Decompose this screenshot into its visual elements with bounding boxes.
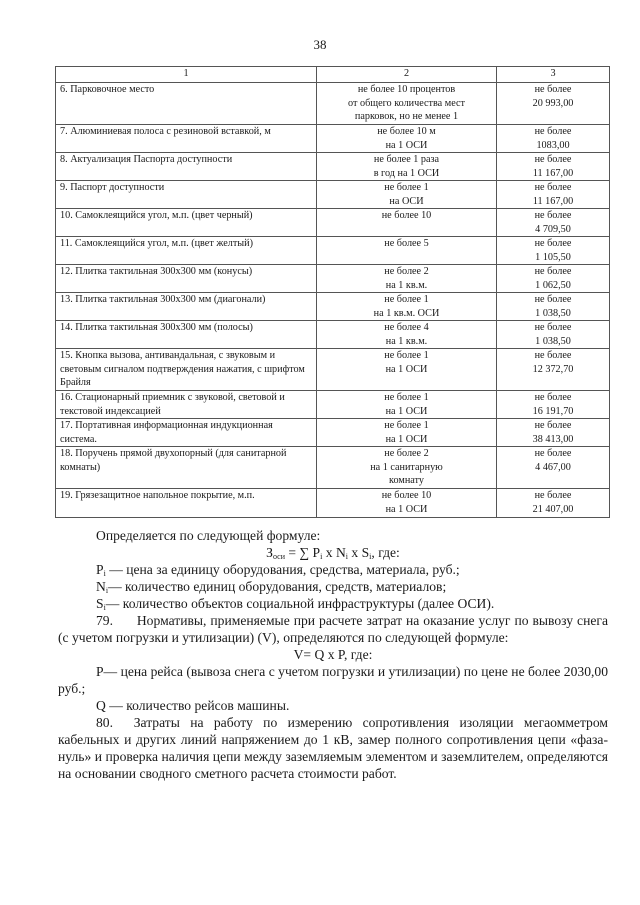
norm-line: на ОСИ bbox=[389, 195, 424, 207]
table-row bbox=[56, 293, 610, 321]
norm-line: на 1 ОСИ bbox=[385, 139, 428, 151]
price-line: не более bbox=[534, 392, 572, 403]
formula-sum: = ∑ P bbox=[285, 545, 321, 560]
price-line: не более bbox=[534, 266, 572, 277]
subscript: i bbox=[103, 603, 106, 612]
norm-line: не более 10 bbox=[381, 210, 432, 221]
table-row bbox=[56, 153, 610, 181]
price-line: не более bbox=[534, 154, 572, 165]
formula-times-s: x S bbox=[348, 545, 370, 560]
norm-line: не более 1 раза bbox=[373, 154, 440, 165]
price-line: не более bbox=[534, 350, 572, 361]
item-name-cell: 18. Поручень прямой двухопорный (для санитарной комнаты) bbox=[56, 447, 317, 489]
paragraph-80: 80. Затраты на работу по измерению сопротивления изоляции мегаомметром кабельных и других линий напряжением до 1 кВ, замер полного сопротивления цепи «фаза-нуль» и проверка наличия цепи между заземляемым элементом и заземлителем, определяются на основании сводного сметного расчета стоимости работ. bbox=[58, 715, 612, 781]
definition-trip-count: Q — количество рейсов машины. bbox=[96, 698, 290, 713]
column-header-3: 3 bbox=[497, 67, 610, 83]
price-cell bbox=[497, 447, 610, 489]
norm-line: не более 2 bbox=[384, 266, 429, 277]
norm-cell bbox=[317, 181, 497, 209]
table-row bbox=[56, 125, 610, 153]
norm-cell bbox=[317, 419, 497, 447]
price-cell bbox=[497, 489, 610, 518]
price-line: 21 407,00 bbox=[532, 503, 574, 515]
price-line: не более bbox=[534, 84, 572, 95]
table-row bbox=[56, 83, 610, 125]
price-cell bbox=[497, 419, 610, 447]
formula-times-n: x N bbox=[322, 545, 346, 560]
formula-snow-removal: V= Q x P, где: bbox=[293, 647, 373, 662]
price-line: 1 038,50 bbox=[535, 335, 571, 347]
definition-price-trip: P— цена рейса (вывоза снега с учетом погрузки и утилизации) по цене не более 2030,00 руб.; bbox=[58, 664, 608, 696]
norm-cell bbox=[317, 489, 497, 518]
formula-intro: Определяется по следующей формуле: bbox=[96, 528, 321, 543]
norm-line: на 1 кв.м. bbox=[385, 279, 428, 291]
table-header-row bbox=[56, 67, 610, 83]
formula-cost-osi bbox=[58, 544, 608, 561]
table-row bbox=[56, 489, 610, 518]
price-line: 1 062,50 bbox=[535, 279, 571, 291]
table-row bbox=[56, 391, 610, 419]
norm-line: не более 1 bbox=[384, 392, 429, 403]
norm-line: комнату bbox=[389, 475, 424, 486]
norm-line: на 1 ОСИ bbox=[385, 405, 428, 417]
norm-line: на 1 ОСИ bbox=[385, 503, 428, 515]
price-line: не более bbox=[534, 420, 572, 431]
price-line: не более bbox=[534, 126, 572, 137]
price-line: не более bbox=[534, 490, 572, 501]
norm-line: не более 10 м bbox=[377, 126, 436, 137]
norm-line: на 1 кв.м. bbox=[385, 335, 428, 347]
norm-line: на 1 санитарную bbox=[370, 461, 443, 473]
price-line: 16 191,70 bbox=[532, 405, 574, 417]
norm-cell bbox=[317, 83, 497, 125]
price-cell bbox=[497, 125, 610, 153]
price-line: 20 993,00 bbox=[532, 97, 574, 109]
norms-table bbox=[55, 66, 610, 518]
norm-line: не более 1 bbox=[384, 294, 429, 305]
definition-text: — количество единиц оборудования, средств, материалов; bbox=[108, 579, 447, 594]
item-name-cell: 6. Парковочное место bbox=[56, 83, 317, 125]
subscript-i: i bbox=[320, 552, 323, 561]
norm-line: от общего количества мест bbox=[348, 97, 465, 109]
norm-line: на 1 кв.м. ОСИ bbox=[373, 307, 440, 319]
price-cell bbox=[497, 349, 610, 391]
price-cell bbox=[497, 153, 610, 181]
table-row bbox=[56, 265, 610, 293]
price-cell bbox=[497, 265, 610, 293]
price-line: 11 167,00 bbox=[532, 167, 574, 179]
price-line: не более bbox=[534, 448, 572, 459]
subscript: i bbox=[105, 586, 109, 595]
price-line: 1083,00 bbox=[536, 139, 570, 151]
subscript: i bbox=[103, 569, 106, 578]
item-name-cell: 17. Портативная информационная индукционная система. bbox=[56, 419, 317, 447]
norm-cell bbox=[317, 125, 497, 153]
norm-line: не более 2 bbox=[384, 448, 429, 459]
norm-line: не более 1 bbox=[384, 350, 429, 361]
subscript-i: i bbox=[345, 552, 349, 561]
price-line: не более bbox=[534, 322, 572, 333]
norm-line: парковок, но не менее 1 bbox=[354, 111, 459, 122]
item-name-cell: 7. Алюминиевая полоса с резиновой вставкой, м bbox=[56, 125, 317, 153]
price-line: не более bbox=[534, 182, 572, 193]
price-line: не более bbox=[534, 294, 572, 305]
norm-line: не более 1 bbox=[384, 420, 429, 431]
norm-cell bbox=[317, 237, 497, 265]
table-row bbox=[56, 209, 610, 237]
symbol: N bbox=[96, 579, 106, 594]
norm-cell bbox=[317, 209, 497, 237]
price-cell bbox=[497, 83, 610, 125]
formula-lhs-subscript: оси bbox=[272, 552, 285, 561]
price-line: 12 372,70 bbox=[532, 363, 574, 375]
item-name-cell: 8. Актуализация Паспорта доступности bbox=[56, 153, 317, 181]
table-row bbox=[56, 447, 610, 489]
norm-line: не более 4 bbox=[384, 322, 429, 333]
table-row bbox=[56, 419, 610, 447]
price-cell bbox=[497, 391, 610, 419]
definition-text: — цена за единицу оборудования, средства, материала, руб.; bbox=[105, 562, 460, 577]
norm-line: не более 10 процентов bbox=[357, 84, 456, 95]
norm-cell bbox=[317, 447, 497, 489]
item-name-cell: 16. Стационарный приемник с звуковой, световой и текстовой индексацией bbox=[56, 391, 317, 419]
formula-suffix: , где: bbox=[371, 545, 400, 560]
norm-cell bbox=[317, 153, 497, 181]
symbol: P bbox=[96, 562, 104, 577]
price-line: 1 105,50 bbox=[535, 251, 571, 263]
price-cell bbox=[497, 321, 610, 349]
norm-cell bbox=[317, 321, 497, 349]
norm-cell bbox=[317, 293, 497, 321]
item-name-cell: 12. Плитка тактильная 300x300 мм (конусы) bbox=[56, 265, 317, 293]
column-header-1: 1 bbox=[56, 67, 317, 83]
price-line: 1 038,50 bbox=[535, 307, 571, 319]
item-name-cell: 9. Паспорт доступности bbox=[56, 181, 317, 209]
price-line: не более bbox=[534, 238, 572, 249]
formula-lhs: З bbox=[266, 545, 273, 560]
table-row bbox=[56, 349, 610, 391]
norm-line: на 1 ОСИ bbox=[385, 433, 428, 445]
column-header-2: 2 bbox=[317, 67, 497, 83]
norm-cell bbox=[317, 391, 497, 419]
price-line: 38 413,00 bbox=[532, 433, 574, 445]
definition-p bbox=[58, 561, 608, 578]
price-cell bbox=[497, 293, 610, 321]
norm-cell bbox=[317, 265, 497, 293]
norm-cell bbox=[317, 349, 497, 391]
norm-line: не более 5 bbox=[384, 238, 429, 249]
price-line: 11 167,00 bbox=[532, 195, 574, 207]
item-name-cell: 11. Самоклеящийся угол, м.п. (цвет желтый) bbox=[56, 237, 317, 265]
page-number: 38 bbox=[313, 37, 327, 52]
definition-n bbox=[58, 578, 608, 595]
table-row bbox=[56, 237, 610, 265]
price-cell bbox=[497, 209, 610, 237]
item-name-cell: 10. Самоклеящийся угол, м.п. (цвет черный) bbox=[56, 209, 317, 237]
table-row bbox=[56, 321, 610, 349]
price-cell bbox=[497, 181, 610, 209]
definition-text: — количество объектов социальной инфраструктуры (далее ОСИ). bbox=[105, 596, 495, 611]
norm-line: не более 1 bbox=[384, 182, 429, 193]
definition-s bbox=[58, 595, 608, 612]
item-name-cell: 13. Плитка тактильная 300x300 мм (диагонали) bbox=[56, 293, 317, 321]
table-body bbox=[56, 83, 610, 518]
price-line: не более bbox=[534, 210, 572, 221]
symbol: S bbox=[96, 596, 104, 611]
table-row bbox=[56, 181, 610, 209]
paragraph-79: 79. Нормативы, применяемые при расчете затрат на оказание услуг по вывозу снега (с учетом погрузки и утилизации) (V), определяются по следующей формуле: bbox=[58, 613, 612, 645]
norm-line: не более 10 bbox=[381, 490, 432, 501]
item-name-cell: 19. Грязезащитное напольное покрытие, м.п. bbox=[56, 489, 317, 518]
item-name-cell: 15. Кнопка вызова, антивандальная, с звуковым и световым сигналом подтверждения нажатия, с шрифтом Брайля bbox=[56, 349, 317, 391]
subscript-i: i bbox=[369, 552, 372, 561]
body-text bbox=[58, 527, 612, 782]
price-cell bbox=[497, 237, 610, 265]
price-line: 4 467,00 bbox=[535, 461, 571, 473]
norm-line: в год на 1 ОСИ bbox=[373, 167, 440, 179]
item-name-cell: 14. Плитка тактильная 300x300 мм (полосы) bbox=[56, 321, 317, 349]
norm-line: на 1 ОСИ bbox=[385, 363, 428, 375]
price-line: 4 709,50 bbox=[535, 223, 571, 235]
